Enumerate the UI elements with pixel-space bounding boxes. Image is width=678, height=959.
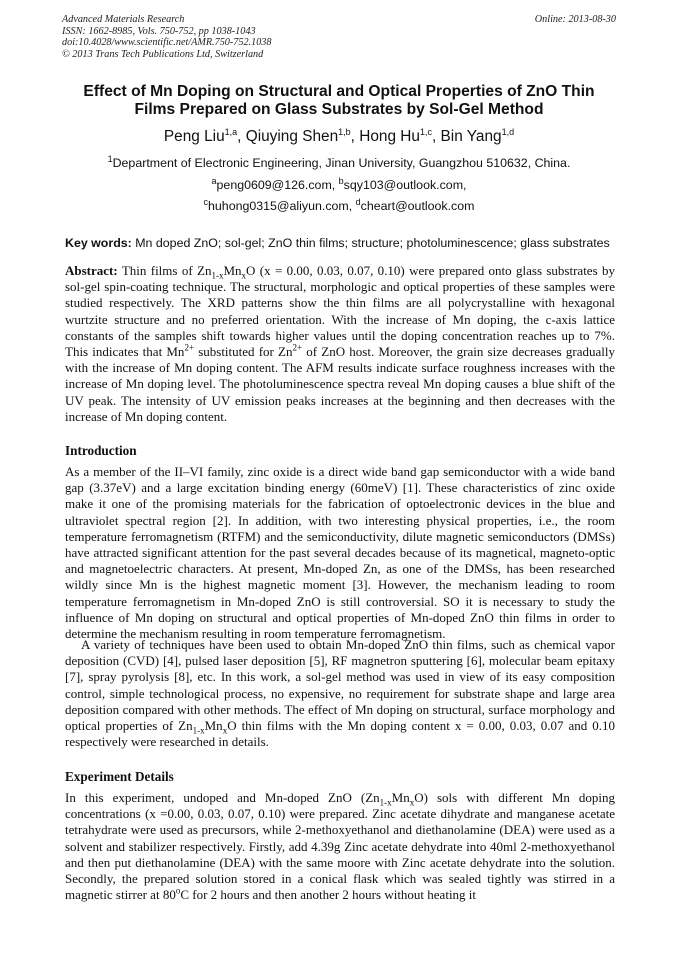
journal-name: Advanced Materials Research [62, 14, 185, 25]
email-line-2: $^c$huhong0315@aliyun.com, $^d$cheart@outlook.com [203, 196, 475, 213]
journal-header [62, 14, 616, 60]
section-heading-introduction: Introduction [65, 443, 137, 458]
email-line-1: $^a$peng0609@126.com, $^b$sqy103@outlook.com, [211, 175, 467, 192]
author-list [0, 128, 678, 146]
online-date: Online: 2013-08-30 [534, 14, 616, 25]
intro-paragraph-2: A variety of techniques have been used to obtain Mn-doped ZnO thin films, such as chemical vapor deposition (CVD) [4], pulsed laser deposition [5], RF magnetron sputtering [6], molecular beam epitaxy [7], spray pyrolysis [8], etc. In this work, a sol-gel method was used in view of its easy composition control, simple technological process, no expensive, no requirement for substrate shape and large area deposition compared with other methods. The effect of Mn doping on structural, surface morphology and optical properties of $Zn_{1-x}Mn_xO$ thin films with the Mn doping content x = 0.00, 0.03, 0.07 and 0.10 respectively were researched in details. [65, 637, 615, 750]
journal-copyright: © 2013 Trans Tech Publications Ltd, Switzerland [62, 48, 264, 60]
journal-issn: ISSN: 1662-8985, Vols. 750-752, pp 1038-1043 [62, 25, 256, 37]
email-link[interactable]: cheart@outlook.com [360, 199, 475, 213]
affiliation-mark: 1 [107, 153, 113, 164]
email-link[interactable]: peng0609@126.com [216, 178, 332, 192]
author-name: Hong Hu [359, 128, 420, 145]
keywords-label: Key words: [65, 236, 132, 250]
journal-doi: doi:10.4028/www.scientific.net/AMR.750-752.1038 [62, 37, 272, 49]
author-separator: , [237, 128, 246, 145]
section-heading-experiment: Experiment Details [65, 769, 174, 784]
author-separator: , [431, 128, 441, 145]
author-name: Qiuying Shen [245, 128, 339, 145]
experiment-paragraph: In this experiment, undoped and Mn-doped ZnO $(Zn_{1-x}Mn_xO)$ sols with different Mn doping concentrations (x =0.00, 0.03, 0.07, 0.10) were prepared. Zinc acetate dihydrate and manganese acetate tetrahydrate were used as precursors, while 2-methoxyethanol and diethanolamine (DEA) were used as a solvent and stabilizer respectively. Firstly, add 4.39g Zinc acetate dehydrate into 40ml 2-methoxyethanol and then put diethanolamine (DEA) with the same moore with Zinc acetate dehydrate into the solution. Secondly, the prepared solution stored in a conical flask which was sealed tightly was stirred in a magnetic stirrer at 80$^o$C for 2 hours and then another 2 hours without heating it [65, 790, 615, 903]
author-affiliation-mark: 1,b [338, 126, 351, 137]
title-line-2: Films Prepared on Glass Substrates by Sol-Gel Method [134, 101, 544, 118]
abstract-label: Abstract: [65, 263, 118, 278]
abstract: Abstract: Thin films of $Zn_{1-x}Mn_xO$ (x = 0.00, 0.03, 0.07, 0.10) were prepared onto glass substrates by sol-gel spin-coating technique. The structural, morphologic and optical properties of these samples were studied respectively. The XRD patterns show the thin films are all polycrystalline with hexagonal wurtzite structure and no preferred orientation. With the increase of Mn doping, the c-axis lattice constants of the samples shift towards higher values until the doping concentration reaches up to 7%. This indicates that $Mn^{2+}$ substituted for $Zn^{2+}$ of ZnO host. Moreover, the grain size decreases gradually with the increase of Mn doping content. The AFM results indicate surface roughness increases with the increase of Mn doping level. The photoluminescence spectra reveal Mn doping causes a blue shift of the UV peak. The intensity of UV emission peaks increases at the beginning and then decreases with the increase of Mn doping content. [65, 263, 616, 424]
author-affiliation-mark: 1,c [419, 126, 432, 137]
keywords-text: Mn doped ZnO; sol-gel; ZnO thin films; structure; photoluminescence; glass substrates [131, 236, 610, 250]
paper-title [40, 83, 638, 119]
affiliation [0, 153, 678, 171]
email-link[interactable]: huhong0315@aliyun.com [208, 199, 349, 213]
email-link[interactable]: sqy103@outlook.com [343, 178, 464, 192]
author-separator: , [350, 128, 360, 145]
author-name: Peng Liu [163, 128, 225, 145]
author-affiliation-mark: 1,a [224, 126, 238, 137]
title-line-1: Effect of Mn Doping on Structural and Optical Properties of ZnO Thin [83, 83, 595, 100]
author-name: Bin Yang [440, 128, 502, 145]
keywords [65, 236, 625, 251]
author-affiliation-mark: 1,d [501, 126, 515, 137]
affiliation-text: Department of Electronic Engineering, Jinan University, Guangzhou 510632, China. [112, 156, 571, 170]
intro-paragraph-1: As a member of the II–VI family, zinc oxide is a direct wide band gap semiconductor with a wide band gap (3.37eV) and a large excitation binding energy (60meV) [1]. These characteristics of zinc oxide make it one of the promising materials for the fabrication of optoelectronic devices in the blue and ultraviolet spectral region [2]. In addition, with two interesting physical properties, i.e., the room temperature ferromagnetism (RTFM) and the semiconductivity, dilute magnetic semiconductors (DMSs) have attracted significant attention for the past several decades because of its magnetical, magneto-optic and magnetoelectric characters. At present, Mn-doped Zn, as one of the DMSs, has been researched wildly since Mn is the highest magnetic moment [3]. However, the mechanism leading to room temperature ferromagnetism in Mn-doped ZnO is still controversial. SO it is necessary to study the influence of Mn doping on structural and optical properties of Mn-doped ZnO thin films in order to determine the mechanism resulting in room temperature ferromagnetism. [65, 464, 615, 642]
